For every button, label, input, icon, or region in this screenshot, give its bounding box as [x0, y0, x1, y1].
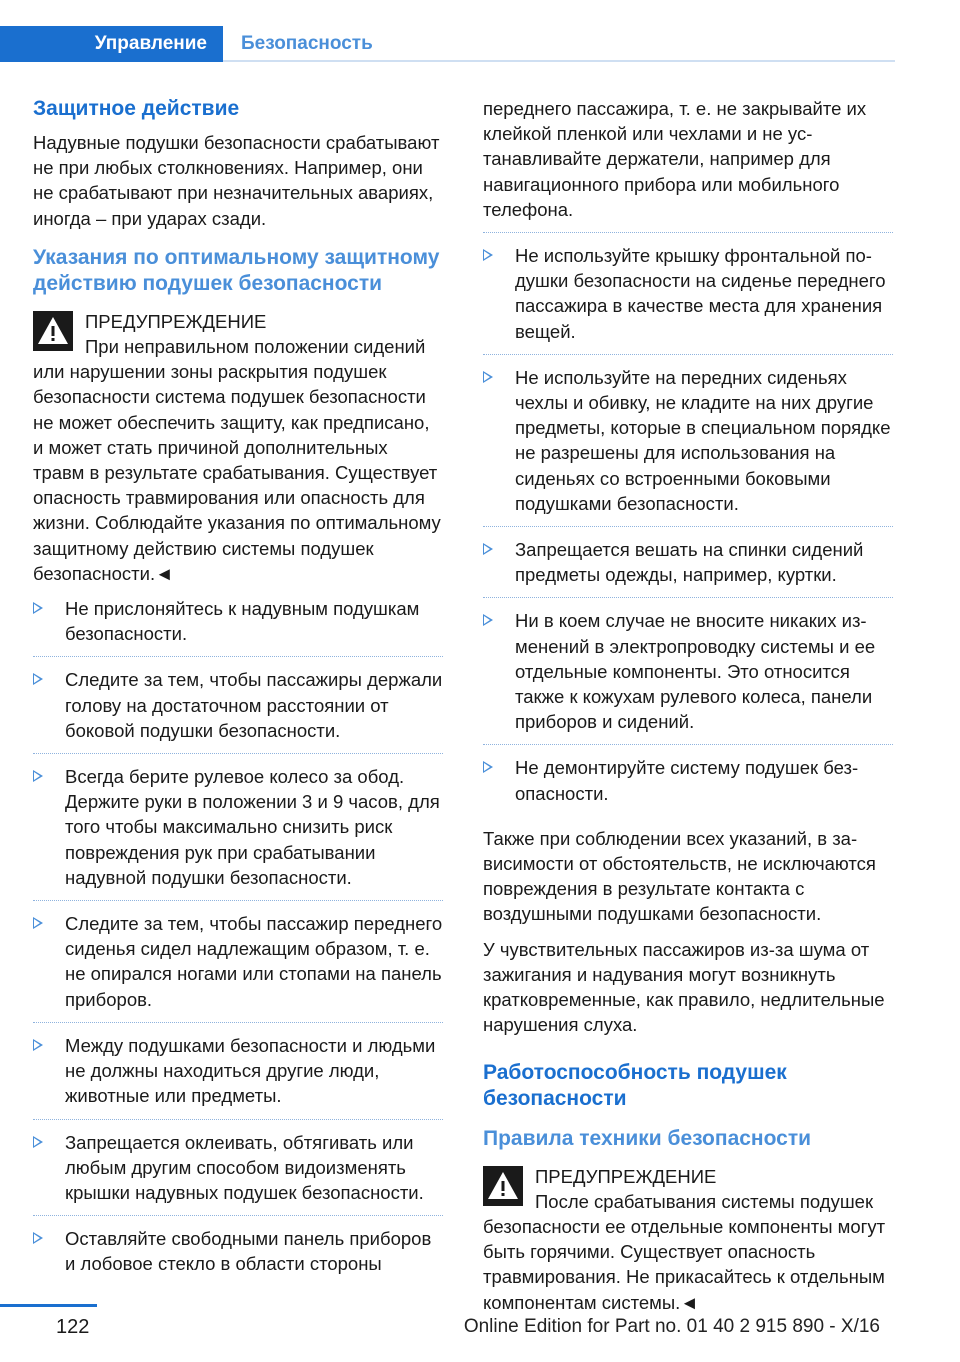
tab-safety: Безопасность	[241, 33, 373, 54]
continuation-text: переднего пассажира, т. е. не закрывайте их клейкой пленкой или чехлами и не устанавливайте держатели, например для навигационного прибора или мобильного телефона.	[483, 96, 893, 233]
list-item: Не используйте на передних сиденьях чехлы и обивку, не кладите на них другие предметы, которые в специальном порядке не разрешены для использования на сиденьях со встроенными боковыми подушками безопасности.	[483, 365, 893, 527]
right-column	[483, 96, 893, 1325]
triangle-bullet-icon	[33, 917, 43, 929]
section-title-optimal-protection: Указания по оптимальному защитному действию подушек безопасности	[33, 245, 440, 295]
instruction-list-continued	[483, 243, 893, 816]
triangle-bullet-icon	[33, 1039, 43, 1051]
list-item: Не используйте крышку фронтальной подушки безопасности на сиденье переднего пассажира в качестве места для хранения вещей.	[483, 243, 893, 355]
warning-triangle-icon	[33, 311, 73, 351]
instruction-list	[33, 596, 443, 1286]
footer-divider	[0, 1304, 97, 1307]
warning-text: или нарушении зоны раскрытия подушек безопасности система подушек безопасности не может обеспечить защиту, как предписано, и может стать причиной дополнительных травм в результате срабатывания. Существует опасность травмирования или опасность для жизни. Соблюдайте указания по оптимальному защитному действию системы подушек безопасности.◄	[33, 361, 441, 584]
edition-footer: Online Edition for Part no. 01 40 2 915 890 - X/16	[463, 1316, 880, 1337]
triangle-bullet-icon	[33, 1136, 43, 1148]
triangle-bullet-icon	[33, 602, 43, 614]
list-item: Оставляйте свободными панель приборов и лобовое стекло в области стороны	[33, 1226, 443, 1286]
list-item: Между подушками безопасности и людьми не должны находиться другие люди, животные или предметы.	[33, 1033, 443, 1120]
triangle-bullet-icon	[33, 1232, 43, 1244]
header-divider	[223, 60, 895, 62]
list-item: Не прислоняйтесь к надувным подушкам безопасности.	[33, 596, 443, 657]
triangle-bullet-icon	[483, 371, 493, 383]
list-item: Следите за тем, чтобы пассажиры держали голову на достаточном расстоянии от боковой подушки безопасности.	[33, 667, 443, 754]
list-item: Не демонтируйте систему подушек безопасности.	[483, 755, 893, 815]
section-title-protective-action: Защитное действие	[33, 97, 240, 120]
triangle-bullet-icon	[483, 614, 493, 626]
warning-block	[33, 309, 443, 359]
note-paragraph: Также при соблюдении всех указаний, в зависимости от обстоятельств, не исключаются повреждения в результате контакта с воздушными подушками безопасности.	[483, 827, 876, 925]
section-title-functionality: Работоспособность подушек безопасности	[483, 1060, 787, 1110]
list-item: Запрещается вешать на спинки сидений предметы одежды, например, куртки.	[483, 537, 893, 598]
triangle-bullet-icon	[33, 673, 43, 685]
list-item: Следите за тем, чтобы пассажир переднего сиденья сидел надлежащим образом, т. е. не опирался ногами или стопами на панель приборов.	[33, 911, 443, 1023]
triangle-bullet-icon	[483, 249, 493, 261]
protective-action-text: Надувные подушки безопасности срабатывают не при любых столкновениях. Например, они не срабатывают при незначительных авариях, иногда – при ударах сзади.	[33, 132, 440, 229]
left-column	[33, 96, 443, 1297]
warning-label: ПРЕДУПРЕЖДЕНИЕ	[85, 310, 267, 332]
triangle-bullet-icon	[33, 770, 43, 782]
page-number: 122	[56, 1316, 90, 1338]
warning-block	[483, 1164, 893, 1214]
list-item: Ни в коем случае не вносите никаких изменений в электропроводку системы и ее отдельные компоненты. Это относится также к кожухам рулевого колеса, панели приборов и сидений.	[483, 608, 893, 745]
tab-management: Управление	[0, 26, 223, 62]
list-item: Всегда берите рулевое колесо за обод. Держите руки в положении 3 и 9 часов, для того чтобы максимально снизить риск повреждения рук при срабатывании надувной подушки безопасности.	[33, 764, 443, 901]
section-title-safety-rules: Правила техники безопасности	[483, 1126, 812, 1150]
triangle-bullet-icon	[483, 543, 493, 555]
hearing-note-paragraph: У чувствительных пассажиров из-за шума от зажигания и надувания могут возникнуть кратковременные, как правило, недлительные нарушения слуха.	[483, 938, 885, 1036]
warning-text-first: После срабатывания системы подушек	[535, 1190, 874, 1212]
list-item: Запрещается оклеивать, обтягивать или любым другим способом видоизменять крышки надувных подушек безопасности.	[33, 1130, 443, 1217]
warning-triangle-icon	[483, 1166, 523, 1206]
warning-label: ПРЕДУПРЕЖДЕНИЕ	[535, 1165, 717, 1187]
warning-text-first: При неправильном положении сидений	[85, 336, 426, 358]
warning-text: безопасности ее отдельные компоненты могут быть горячими. Существует опасность травмирования. Не прикасайтесь к отдельным компонентам системы.◄	[483, 1215, 886, 1313]
page-header	[0, 26, 895, 62]
triangle-bullet-icon	[483, 761, 493, 773]
